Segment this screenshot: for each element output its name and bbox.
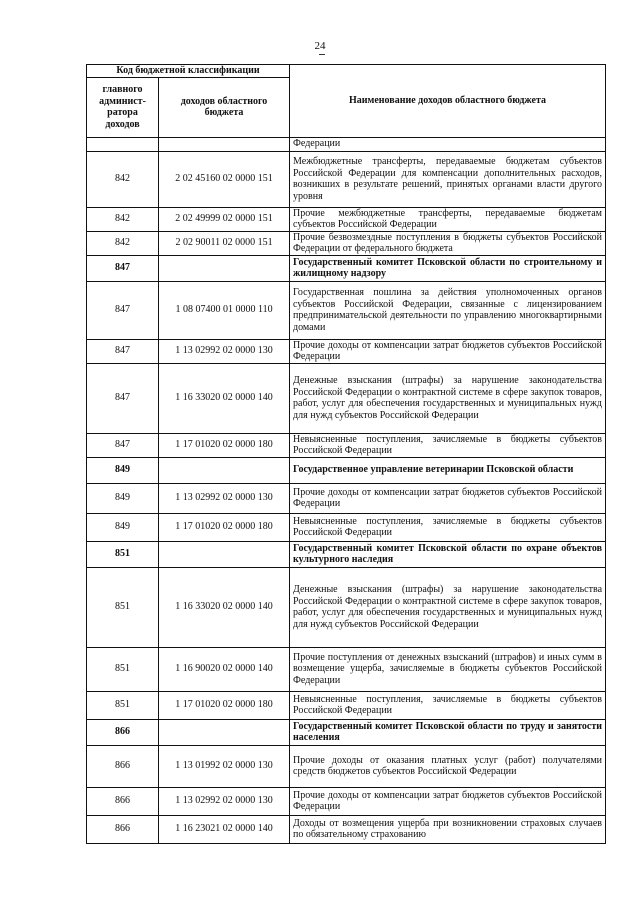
table-row <box>87 231 606 255</box>
income-code-cell: 2 02 49999 02 0000 151 <box>159 207 290 231</box>
organization-row <box>87 541 606 567</box>
income-code-cell: 1 16 90020 02 0000 140 <box>159 647 290 691</box>
income-code-cell: 1 16 33020 02 0000 140 <box>159 567 290 647</box>
income-code-cell: 2 02 90011 02 0000 151 <box>159 231 290 255</box>
income-name-cell: Прочие межбюджетные трансферты, передаваемые бюджетам субъектов Российской Федерации <box>290 207 606 231</box>
income-code-cell: 1 17 01020 02 0000 180 <box>159 433 290 457</box>
admin-code-cell: 851 <box>87 541 159 567</box>
table-row <box>87 815 606 843</box>
header-row-group <box>87 65 606 78</box>
header-dash <box>319 54 325 55</box>
admin-code-cell: 866 <box>87 745 159 787</box>
table-row <box>87 787 606 815</box>
income-code-cell: 1 13 02992 02 0000 130 <box>159 787 290 815</box>
admin-code-cell: 847 <box>87 339 159 363</box>
income-name-cell: Прочие поступления от денежных взысканий (штрафов) и иных сумм в возмещение ущерба, зачисляемые в бюджеты субъектов Российской Федерации <box>290 647 606 691</box>
income-code-cell: 1 16 23021 02 0000 140 <box>159 815 290 843</box>
income-code-cell: 1 16 33020 02 0000 140 <box>159 363 290 433</box>
income-code-cell <box>159 457 290 483</box>
admin-code-cell: 866 <box>87 815 159 843</box>
admin-code-cell: 849 <box>87 483 159 513</box>
header-admin-cell: главного админист-ратора доходов <box>87 77 159 137</box>
table-row <box>87 691 606 719</box>
admin-code-cell: 842 <box>87 231 159 255</box>
admin-code-cell: 851 <box>87 647 159 691</box>
income-name-cell: Государственный комитет Псковской области по труду и занятости населения <box>290 719 606 745</box>
organization-row <box>87 457 606 483</box>
income-code-cell <box>159 255 290 281</box>
income-name-cell: Невыясненные поступления, зачисляемые в бюджеты субъектов Российской Федерации <box>290 691 606 719</box>
income-code-cell: 1 17 01020 02 0000 180 <box>159 691 290 719</box>
admin-code-cell: 851 <box>87 691 159 719</box>
admin-code-cell: 851 <box>87 567 159 647</box>
admin-code-cell: 849 <box>87 457 159 483</box>
table-row <box>87 513 606 541</box>
table-row <box>87 339 606 363</box>
admin-code-cell: 847 <box>87 281 159 339</box>
income-code-cell <box>159 541 290 567</box>
income-code-cell: 1 13 01992 02 0000 130 <box>159 745 290 787</box>
admin-code-cell: 842 <box>87 151 159 207</box>
admin-code-cell <box>87 137 159 151</box>
table-row <box>87 281 606 339</box>
table-row <box>87 567 606 647</box>
header-name-cell: Наименование доходов областного бюджета <box>290 65 606 138</box>
page-number: 24 <box>314 40 326 52</box>
income-name-cell: Денежные взыскания (штрафы) за нарушение законодательства Российской Федерации о контрактной системе в сфере закупок товаров, работ, услуг для обеспечения государственных и муниципальных нужд для нужд субъектов Российской Федерации <box>290 567 606 647</box>
organization-row <box>87 719 606 745</box>
income-name-cell: Денежные взыскания (штрафы) за нарушение законодательства Российской Федерации о контрактной системе в сфере закупок товаров, работ, услуг для обеспечения государственных и муниципальных нужд для нужд субъектов Российской Федерации <box>290 363 606 433</box>
admin-code-cell: 849 <box>87 513 159 541</box>
income-name-cell: Невыясненные поступления, зачисляемые в бюджеты субъектов Российской Федерации <box>290 433 606 457</box>
income-code-cell: 1 08 07400 01 0000 110 <box>159 281 290 339</box>
income-code-cell <box>159 719 290 745</box>
admin-code-cell: 866 <box>87 719 159 745</box>
income-name-cell: Государственное управление ветеринарии Псковской области <box>290 457 606 483</box>
table-row <box>87 363 606 433</box>
income-code-cell: 1 13 02992 02 0000 130 <box>159 339 290 363</box>
table-row <box>87 151 606 207</box>
header-group-cell: Код бюджетной классификации <box>87 65 290 78</box>
income-code-cell: 1 13 02992 02 0000 130 <box>159 483 290 513</box>
admin-code-cell: 847 <box>87 363 159 433</box>
income-name-cell: Государственный комитет Псковской области по строительному и жилищному надзору <box>290 255 606 281</box>
admin-code-cell: 847 <box>87 255 159 281</box>
income-code-cell: 1 17 01020 02 0000 180 <box>159 513 290 541</box>
admin-code-cell: 842 <box>87 207 159 231</box>
table-row <box>87 433 606 457</box>
table-row <box>87 745 606 787</box>
income-name-cell: Прочие доходы от компенсации затрат бюджетов субъектов Российской Федерации <box>290 483 606 513</box>
table-row <box>87 483 606 513</box>
income-name-cell: Межбюджетные трансферты, передаваемые бюджетам субъектов Российской Федерации для компенсации дополнительных расходов, возникших в результате решений, принятых органами власти другого уровня <box>290 151 606 207</box>
table-row <box>87 137 606 151</box>
income-name-cell: Прочие доходы от компенсации затрат бюджетов субъектов Российской Федерации <box>290 787 606 815</box>
header-code-cell: доходов областного бюджета <box>159 77 290 137</box>
income-name-cell: Доходы от возмещения ущерба при возникновении страховых случаев по обязательному страхованию <box>290 815 606 843</box>
table-row <box>87 647 606 691</box>
income-name-cell: Прочие безвозмездные поступления в бюджеты субъектов Российской Федерации от федерального бюджета <box>290 231 606 255</box>
income-name-cell: Государственная пошлина за действия уполномоченных органов субъектов Российской Федерации, связанные с лицензированием предпринимательской деятельности по управлению многоквартирными домами <box>290 281 606 339</box>
income-name-cell: Государственный комитет Псковской области по охране объектов культурного наследия <box>290 541 606 567</box>
income-code-cell: 2 02 45160 02 0000 151 <box>159 151 290 207</box>
income-name-cell: Федерации <box>290 137 606 151</box>
organization-row <box>87 255 606 281</box>
income-name-cell: Прочие доходы от оказания платных услуг (работ) получателями средств бюджетов субъектов Российской Федерации <box>290 745 606 787</box>
admin-code-cell: 847 <box>87 433 159 457</box>
admin-code-cell: 866 <box>87 787 159 815</box>
budget-classification-table <box>86 64 606 844</box>
income-name-cell: Прочие доходы от компенсации затрат бюджетов субъектов Российской Федерации <box>290 339 606 363</box>
income-code-cell <box>159 137 290 151</box>
table-row <box>87 207 606 231</box>
income-name-cell: Невыясненные поступления, зачисляемые в бюджеты субъектов Российской Федерации <box>290 513 606 541</box>
